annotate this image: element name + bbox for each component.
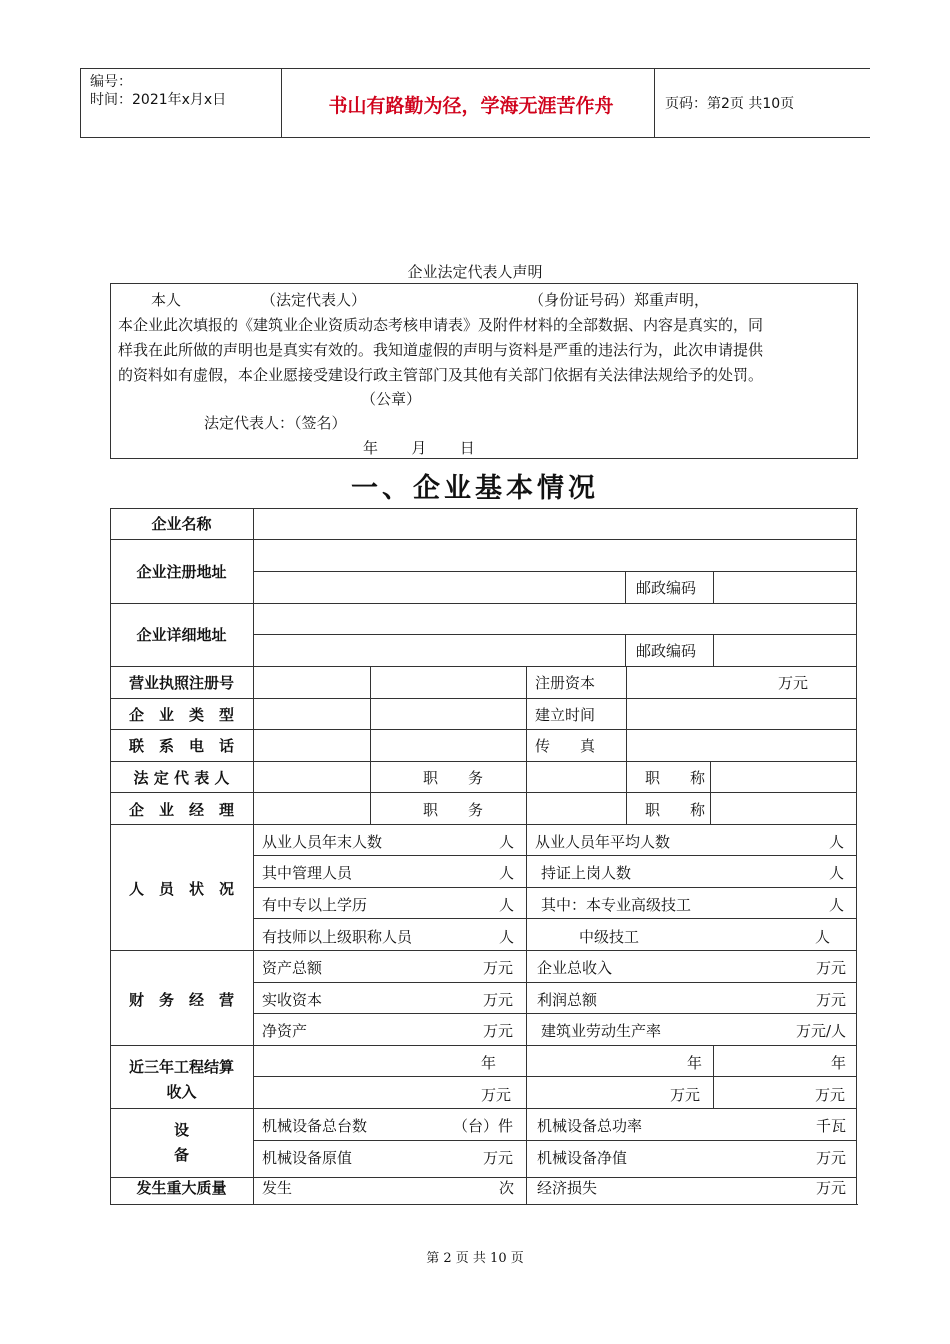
equip-row-b: 机械设备净值 <box>537 1149 628 1167</box>
finance-row-a: 实收资本 <box>262 991 323 1009</box>
table-grid-line <box>526 824 527 1205</box>
decl-signature: 法定代表人：（签名） <box>204 414 347 432</box>
decl-line1-c: （身份证号码）郑重声明， <box>529 291 710 309</box>
equip-unit-b: 千瓦 <box>815 1117 846 1135</box>
label-finance: 财 务 经 营 <box>128 991 234 1009</box>
label-license-no: 营业执照注册号 <box>128 674 234 692</box>
unit-reg-capital: 万元 <box>778 674 809 692</box>
label-legal-rep-title: 职 称 <box>645 769 706 787</box>
finance-row-b: 建筑业劳动生产率 <box>541 1022 662 1040</box>
label-accident: 发生重大质量 <box>136 1179 227 1197</box>
finance-row-a: 净资产 <box>262 1022 308 1040</box>
decl-seal: （公章） <box>361 390 422 408</box>
table-grid-line <box>370 666 371 762</box>
label-postcode-1: 邮政编码 <box>636 579 697 597</box>
accident-times: 次 <box>499 1179 515 1197</box>
finance-unit-b: 万元 <box>815 959 846 977</box>
label-detail-address: 企业详细地址 <box>136 626 227 644</box>
decl-line2: 本企业此次填报的《建筑业企业资质动态考核申请表》及附件材料的全部数据、内容是真实的，同 <box>118 316 764 334</box>
table-grid-line <box>253 571 857 572</box>
table-grid-line <box>110 539 857 540</box>
label-company-type: 企 业 类 型 <box>128 706 234 724</box>
table-grid-line <box>110 603 857 604</box>
staff-row-a: 从业人员年末人数 <box>262 833 383 851</box>
label-staff: 人 员 状 况 <box>128 880 234 898</box>
table-grid-line <box>253 1076 857 1077</box>
label-manager-position: 职 务 <box>423 801 484 819</box>
equip-row-a: 机械设备原值 <box>262 1149 353 1167</box>
label-phone: 联 系 电 话 <box>128 737 234 755</box>
table-grid-line <box>625 571 626 604</box>
table-grid-line <box>110 792 857 793</box>
staff-row-a: 有中专以上学历 <box>262 896 368 914</box>
table-grid-line <box>110 666 857 667</box>
label-company-name: 企业名称 <box>151 515 212 533</box>
table-grid-line <box>526 761 527 825</box>
settlement-unit-1: 万元 <box>481 1086 512 1104</box>
table-grid-line <box>253 855 857 856</box>
finance-row-a: 资产总额 <box>262 959 323 977</box>
staff-row-b: 其中：本专业高级技工 <box>541 896 692 914</box>
decl-line3: 样我在此所做的声明也是真实有效的。我知道虚假的声明与资料是严重的违法行为，此次申请提供 <box>118 341 764 359</box>
declaration-title: 企业法定代表人声明 <box>407 263 543 281</box>
date-label: 时间：2021年x月x日 <box>90 92 227 108</box>
settlement-year-2: 年 <box>687 1054 703 1072</box>
equip-row-b: 机械设备总功率 <box>537 1117 643 1135</box>
staff-row-b: 持证上岗人数 <box>541 864 632 882</box>
label-legal-rep: 法 定 代 表 人 <box>133 769 230 787</box>
accident-occur: 发生 <box>262 1179 293 1197</box>
table-grid-line <box>370 761 371 825</box>
label-legal-rep-position: 职 务 <box>423 769 484 787</box>
finance-row-b: 利润总额 <box>537 991 598 1009</box>
table-grid-line <box>626 666 627 762</box>
header-motto: 书山有路勤为径，学海无涯苦作舟 <box>328 95 614 117</box>
label-founded: 建立时间 <box>535 706 596 724</box>
finance-unit-b: 万元/人 <box>795 1022 846 1040</box>
finance-unit-a: 万元 <box>482 1022 513 1040</box>
finance-unit-b: 万元 <box>815 991 846 1009</box>
staff-row-b: 从业人员年平均人数 <box>535 833 671 851</box>
declaration-box <box>110 283 858 459</box>
label-postcode-2: 邮政编码 <box>636 642 697 660</box>
table-grid-line <box>110 950 857 951</box>
equip-row-a: 机械设备总台数 <box>262 1117 368 1135</box>
header-page-info: 页码：第2页 共10页 <box>665 96 795 112</box>
staff-row-b: 中级技工 <box>579 928 640 946</box>
finance-row-b: 企业总收入 <box>537 959 613 977</box>
table-grid-line <box>710 761 711 825</box>
finance-unit-a: 万元 <box>482 991 513 1009</box>
table-grid-line <box>253 982 857 983</box>
decl-line1-a: 本人 <box>151 291 182 309</box>
page-header <box>80 68 870 138</box>
label-reg-capital: 注册资本 <box>535 674 596 692</box>
table-grid-line <box>253 1013 857 1014</box>
table-grid-line <box>626 761 627 825</box>
accident-loss-unit: 万元 <box>815 1179 846 1197</box>
table-grid-line <box>110 1204 858 1205</box>
header-meta <box>90 73 226 109</box>
equip-unit-a: 万元 <box>482 1149 513 1167</box>
table-grid-line <box>110 761 857 762</box>
table-grid-line <box>253 918 857 919</box>
page-footer: 第 2 页 共 10 页 <box>426 1251 524 1266</box>
decl-line4: 的资料如有虚假，本企业愿接受建设行政主管部门及其他有关部门依据有关法律法规给予的处罚。 <box>118 366 764 384</box>
table-grid-line <box>713 571 714 604</box>
settlement-unit-3: 万元 <box>815 1086 846 1104</box>
label-reg-address: 企业注册地址 <box>136 563 227 581</box>
table-grid-line <box>713 634 714 667</box>
table-grid-line <box>110 508 858 509</box>
staff-unit: 人 <box>815 928 831 946</box>
decl-date: 年 月 日 <box>363 439 475 457</box>
equip-unit-a: （台）件 <box>452 1117 513 1135</box>
table-grid-line <box>110 824 857 825</box>
table-grid-line <box>253 508 254 1205</box>
basic-info-table <box>110 508 857 1205</box>
equip-unit-b: 万元 <box>815 1149 846 1167</box>
accident-loss: 经济损失 <box>537 1179 598 1197</box>
label-settlement-1: 近三年工程结算 <box>128 1058 234 1076</box>
staff-unit: 人 <box>499 896 515 914</box>
settlement-unit-2: 万元 <box>670 1086 701 1104</box>
decl-line1-b: （法定代表人） <box>261 291 367 309</box>
table-grid-line <box>625 634 626 667</box>
staff-unit: 人 <box>499 833 515 851</box>
table-grid-line <box>253 1140 857 1141</box>
label-equipment-1: 设 <box>173 1121 189 1139</box>
label-manager: 企 业 经 理 <box>128 801 234 819</box>
table-grid-line <box>253 887 857 888</box>
table-grid-line <box>713 1045 714 1109</box>
table-grid-line <box>253 634 857 635</box>
table-grid-line <box>110 1108 857 1109</box>
label-settlement-2: 收入 <box>166 1083 197 1101</box>
staff-unit: 人 <box>829 833 845 851</box>
table-grid-line <box>526 666 527 762</box>
staff-unit: 人 <box>499 864 515 882</box>
table-grid-line <box>110 729 857 730</box>
staff-row-a: 其中管理人员 <box>262 864 353 882</box>
staff-unit: 人 <box>829 864 845 882</box>
table-grid-line <box>110 1045 857 1046</box>
label-fax: 传 真 <box>535 737 596 755</box>
staff-unit: 人 <box>499 928 515 946</box>
label-equipment-2: 备 <box>173 1146 189 1164</box>
serial-label: 编号： <box>90 74 132 90</box>
staff-unit: 人 <box>829 896 845 914</box>
staff-row-a: 有技师以上级职称人员 <box>262 928 413 946</box>
finance-unit-a: 万元 <box>482 959 513 977</box>
settlement-year-1: 年 <box>481 1054 497 1072</box>
table-grid-line <box>110 698 857 699</box>
table-grid-line <box>856 508 857 1205</box>
settlement-year-3: 年 <box>831 1054 847 1072</box>
section-title: 一、企业基本情况 <box>351 473 599 504</box>
label-manager-title: 职 称 <box>645 801 706 819</box>
